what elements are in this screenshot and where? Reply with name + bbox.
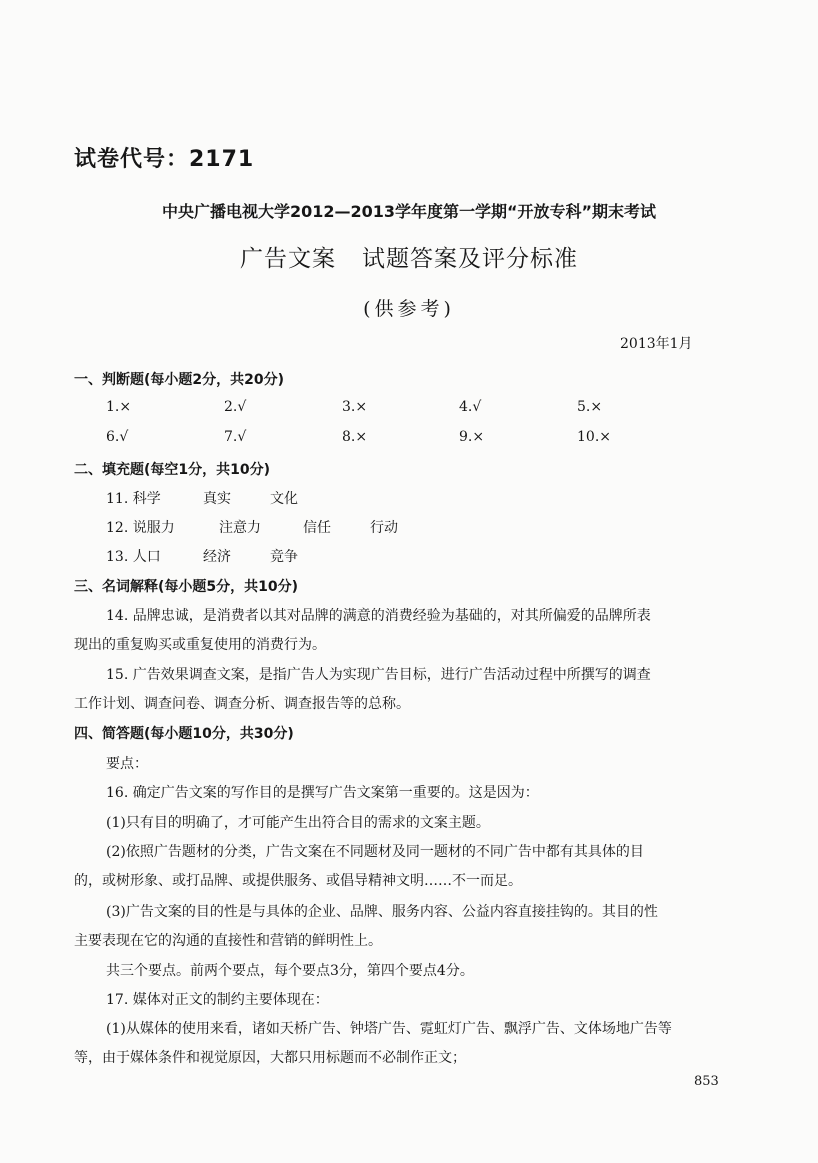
fill-11c: 文化 [270, 491, 298, 507]
q16-scoring: 共三个要点。前两个要点，每个要点3分，第四个要点4分。 [106, 963, 474, 979]
course-name: 广告文案 [240, 246, 336, 272]
answer-7: 7.√ [224, 429, 247, 445]
q15-line-2: 工作计划、调查问卷、调查分析、调查报告等的总称。 [74, 696, 410, 712]
answer-2: 2.√ [224, 399, 247, 415]
section-4-heading: 四、简答题(每小题10分，共30分) [74, 726, 294, 742]
fill-13a: 13. 人口 [106, 549, 161, 565]
page-title [0, 240, 818, 273]
answer-9: 9.× [459, 429, 485, 445]
q16-question: 16. 确定广告文案的写作目的是撰写广告文案第一重要的。这是因为： [106, 785, 539, 801]
fill-12c: 信任 [303, 520, 331, 536]
fill-12b: 注意力 [219, 520, 261, 536]
exam-date: 2013年1月 [620, 336, 693, 352]
q16-point-3-line-2: 主要表现在它的沟通的直接性和营销的鲜明性上。 [74, 933, 382, 949]
fill-13c: 竞争 [270, 549, 298, 565]
q17-point-1-line-1: (1)从媒体的使用来看，诸如天桥广告、钟塔广告、霓虹灯广告、飘浮广告、文体场地广告等 [106, 1021, 672, 1037]
answer-10: 10.× [577, 429, 611, 445]
answer-3: 3.× [342, 399, 368, 415]
answer-5: 5.× [577, 399, 603, 415]
exam-name: 中央广播电视大学2012—2013学年度第一学期“开放专科”期末考试 [161, 202, 657, 221]
answer-8: 8.× [342, 429, 368, 445]
answer-6: 6.√ [106, 429, 129, 445]
points-label: 要点： [106, 756, 148, 772]
fill-11b: 真实 [203, 491, 231, 507]
q17-point-1-line-2: 等，由于媒体条件和视觉原因，大都只用标题而不必制作正文； [74, 1050, 466, 1066]
document-type: 试题答案及评分标准 [362, 246, 578, 272]
section-1-heading: 一、判断题(每小题2分，共20分) [74, 372, 285, 388]
fill-12a: 12. 说服力 [106, 520, 175, 536]
q16-point-1: (1)只有目的明确了，才可能产生出符合目的需求的文案主题。 [106, 815, 490, 831]
q17-question: 17. 媒体对正文的制约主要体现在： [106, 992, 329, 1008]
fill-11a: 11. 科学 [106, 491, 161, 507]
answer-4: 4.√ [459, 399, 482, 415]
q14-line-2: 现出的重复购买或重复使用的消费行为。 [74, 637, 326, 653]
q16-point-2-line-1: (2)依照广告题材的分类，广告文案在不同题材及同一题材的不同广告中都有其具体的目 [106, 844, 644, 860]
section-3-heading: 三、名词解释(每小题5分，共10分) [74, 579, 299, 595]
fill-12d: 行动 [370, 520, 398, 536]
section-2-heading: 二、填充题(每空1分，共10分) [74, 462, 271, 478]
q14-line-1: 14. 品牌忠诚，是消费者以其对品牌的满意的消费经验为基础的，对其所偏爱的品牌所表 [106, 608, 651, 624]
page-number: 853 [694, 1074, 719, 1089]
answer-1: 1.× [106, 399, 132, 415]
q15-line-1: 15. 广告效果调查文案，是指广告人为实现广告目标，进行广告活动过程中所撰写的调查 [106, 667, 651, 683]
fill-13b: 经济 [203, 549, 231, 565]
exam-code: 试卷代号：2171 [74, 147, 255, 172]
q16-point-3-line-1: (3)广告文案的目的性是与具体的企业、品牌、服务内容、公益内容直接挂钩的。其目的性 [106, 904, 658, 920]
q16-point-2-line-2: 的，或树形象、或打品牌、或提供服务、或倡导精神文明……不一而足。 [74, 873, 522, 889]
reference-note: (供参考) [363, 298, 455, 320]
